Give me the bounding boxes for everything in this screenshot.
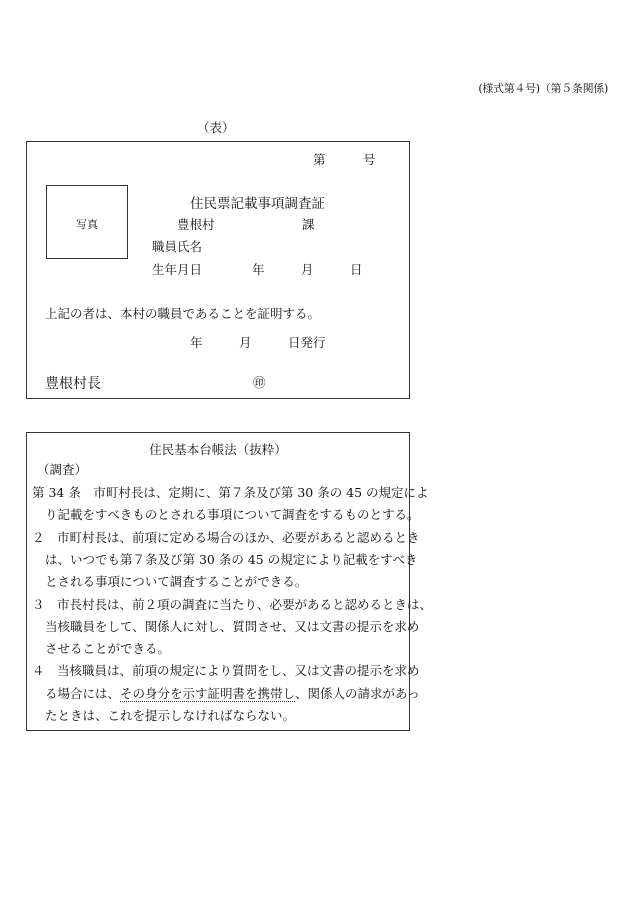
photo-label: 写真 (76, 218, 98, 231)
paragraph-3 (32, 594, 433, 661)
mayor-title: 豊根村長 (45, 376, 101, 392)
issue-day: 日発行 (288, 335, 326, 350)
paragraph-4-line-1: ４ 当核職員は、前項の規定により質問をし、又は文書の提示を求め (32, 663, 420, 679)
paragraph-4-line-2-before: る場合には、 (45, 685, 121, 701)
paragraph-2 (32, 527, 420, 594)
form-reference: (様式第４号)（第５条関係) (478, 82, 608, 95)
card-title: 住民票記載事項調査証 (190, 196, 325, 212)
article-34-line-2: り記載をすべきものとされる事項について調査をするものとする。 (45, 507, 420, 523)
paragraph-3-line-1: ３ 市長村長は、前２項の調査に当たり、必要があると認めるときは、 (32, 596, 433, 612)
paragraph-2-line-2: は、いつでも第７条及び第 30 条の 45 の規定により記載をすべき (45, 551, 418, 567)
paragraph-2-line-3: とされる事項について調査することができる。 (45, 574, 308, 590)
article-34-line-1: 第 34 条 市町村長は、定期に、第７条及び第 30 条の 45 の規定によ (32, 485, 429, 500)
birth-month: 月 (301, 262, 314, 277)
section-label: 課 (302, 217, 315, 232)
front-side-label: （表） (197, 120, 235, 135)
id-card (26, 141, 410, 399)
paragraph-4-underlined-text: その身分を示す証明書を携帯し (120, 685, 296, 701)
law-excerpt-box (26, 432, 433, 731)
paragraph-3-line-3: させることができる。 (45, 641, 171, 657)
law-heading: （調査） (37, 462, 88, 477)
paragraph-4-line-2 (32, 683, 420, 705)
seal-mark: ㊞ (253, 375, 266, 390)
birth-date-label: 生年月日 (152, 262, 203, 277)
photo-box (46, 185, 128, 259)
birth-year: 年 (252, 262, 265, 277)
paragraph-2-line-1: ２ 市町村長は、前項に定める場合のほか、必要があると認めるとき (32, 529, 420, 545)
issue-year: 年 (190, 335, 203, 350)
village-name: 豊根村 (177, 217, 215, 232)
birth-day: 日 (350, 262, 363, 277)
issue-month: 月 (239, 335, 252, 350)
staff-name-label: 職員氏名 (152, 239, 203, 254)
number-go: 号 (363, 152, 376, 167)
paragraph-4 (32, 660, 420, 727)
paragraph-3-line-2: 当核職員をして、関係人に対し、質問させ、又は文書の提示を求め (45, 618, 420, 634)
certification-text: 上記の者は、本村の職員であることを証明する。 (45, 306, 321, 321)
law-title: 住民基本台帳法（抜粋） (149, 442, 287, 457)
article-34 (32, 482, 429, 527)
paragraph-4-line-2-after: 、関係人の請求があっ (295, 685, 420, 701)
paragraph-4-line-3: たときは、これを提示しなければならない。 (45, 707, 296, 723)
number-dai: 第 (313, 152, 326, 167)
